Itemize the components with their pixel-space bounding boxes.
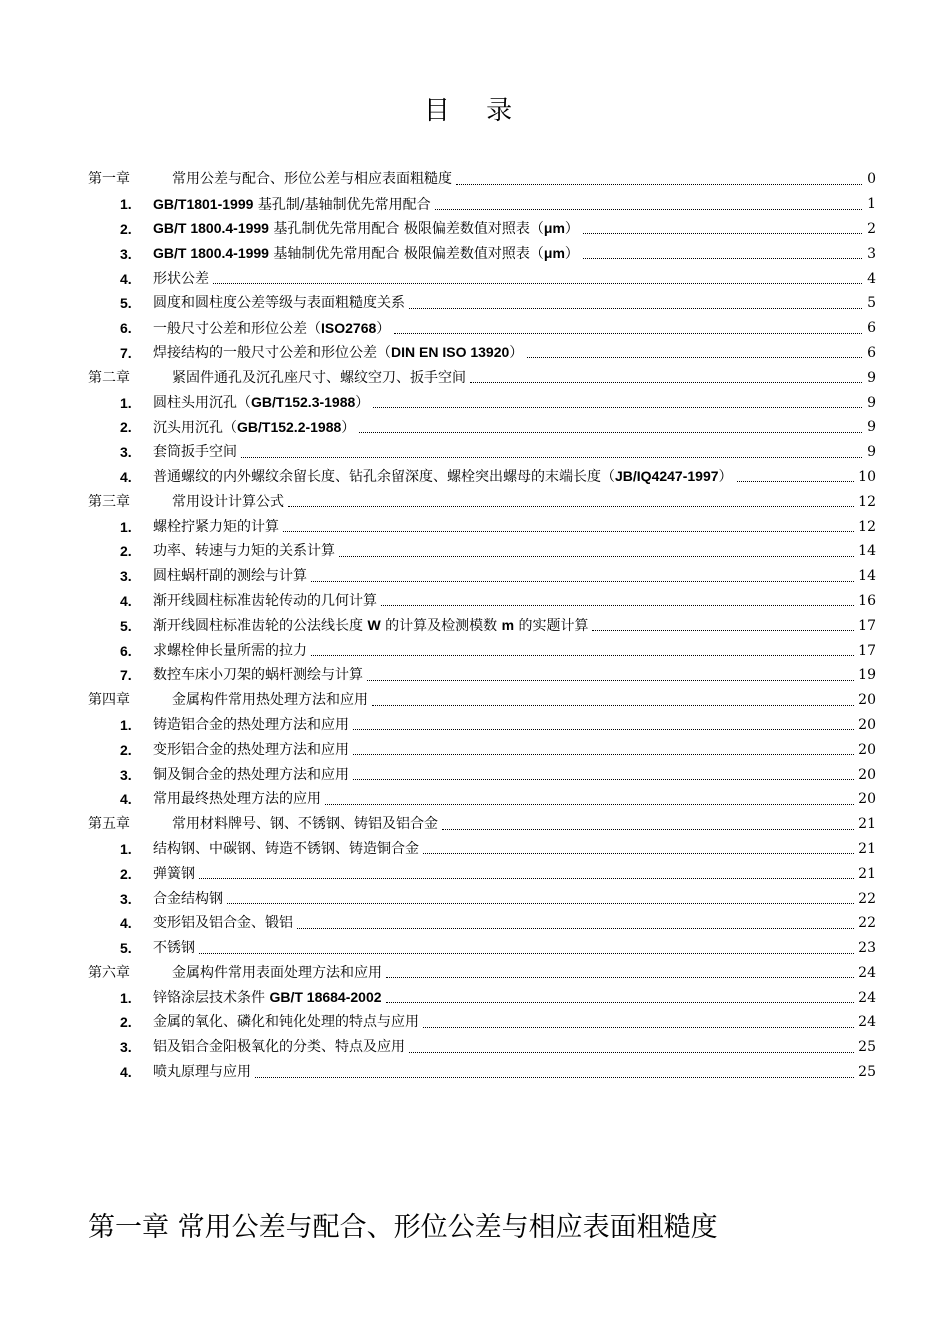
item-number: 4. [120,270,132,287]
chapter-label: 第二章 [88,369,130,386]
dot-leader [255,1077,854,1078]
page-number: 21 [858,840,876,857]
dot-leader [442,829,854,830]
entry-title [153,1037,405,1057]
dot-leader [283,531,854,532]
entry-title-part: 渐开线圆柱标准齿轮传动的几何计算 [153,592,377,609]
toc-item-entry[interactable] [88,390,876,415]
entry-title-part: 的实题计算 [514,618,589,635]
entry-title-part: JB/IQ4247-1997 [615,468,719,485]
entry-title-part: 渐开线圆柱标准齿轮的公法线长度 [153,618,368,635]
item-number: 6. [120,320,132,337]
dot-leader [227,903,854,904]
page-number: 21 [858,816,876,833]
item-number: 2. [120,1014,132,1031]
entry-title-part: 铸造铝合金的热处理方法和应用 [153,716,349,733]
toc-item-entry[interactable] [88,539,876,564]
chapter-label: 第三章 [88,493,130,510]
entry-title-part: 求螺栓伸长量所需的拉力 [153,642,307,659]
entry-title [153,987,382,1008]
entry-title [153,864,195,884]
entry-title-part: ） [718,469,733,486]
item-number: 3. [120,444,132,461]
toc-item-entry[interactable] [88,217,876,242]
page-number: 24 [858,989,876,1006]
dot-leader [372,705,854,706]
entry-title [153,517,279,537]
entry-title [172,690,368,710]
chapter-heading: 第一章 常用公差与配合、形位公差与相应表面粗糙度 [88,1212,718,1243]
toc-chapter-entry[interactable] [88,167,876,192]
entry-title [153,665,363,685]
entry-title [153,342,523,363]
dot-leader [367,680,854,681]
page-number: 6 [867,320,876,337]
item-number: 4. [120,915,132,932]
entry-title [172,963,382,983]
entry-title-part: 弹簧钢 [153,865,195,882]
page-number: 3 [867,245,876,262]
item-number: 3. [120,568,132,585]
entry-title-part: ） [355,395,370,412]
item-number: 2. [120,741,132,758]
entry-title [172,169,452,189]
item-number: 1. [120,518,132,535]
page-number: 0 [867,171,876,188]
chapter-label: 第四章 [88,692,130,709]
entry-title-part: 沉头用沉孔（ [153,419,237,436]
item-number: 2. [120,419,132,436]
dot-leader [583,233,862,234]
page-number: 22 [858,915,876,932]
page-number: 9 [867,394,876,411]
chapter-label: 第五章 [88,816,130,833]
entry-title-part: GB/T1801-1999 [153,195,254,212]
page-number: 25 [858,1039,876,1056]
page-number: 10 [858,468,876,485]
entry-title-part: 铜及铜合金的热处理方法和应用 [153,766,349,783]
item-number: 2. [120,865,132,882]
toc-item-entry[interactable] [88,1035,876,1060]
entry-title [153,740,349,760]
entry-title [153,615,588,636]
dot-leader [527,357,862,358]
entry-title [153,218,579,239]
entry-title-part: 形状公差 [153,270,209,287]
item-number: 4. [120,592,132,609]
toc-chapter-entry[interactable] [88,688,876,713]
entry-title [153,938,195,958]
item-number: 1. [120,840,132,857]
page-number: 14 [858,543,876,560]
toc-item-entry[interactable] [88,1010,876,1035]
item-number: 5. [120,940,132,957]
page-number: 2 [867,220,876,237]
entry-title-part: 不锈钢 [153,940,195,957]
table-of-contents [88,167,876,1084]
toc-chapter-entry[interactable] [88,365,876,390]
entry-title-part: 圆度和圆柱度公差等级与表面粗糙度关系 [153,295,405,312]
page-number: 9 [867,369,876,386]
page-number: 6 [867,344,876,361]
toc-item-entry[interactable] [88,886,876,911]
toc-item-entry[interactable] [88,316,876,341]
entry-title-part: 铝及铝合金阳极氧化的分类、特点及应用 [153,1039,405,1056]
page-number: 1 [867,196,876,213]
page-number: 16 [858,592,876,609]
entry-title-part: ） [509,345,524,362]
item-number: 5. [120,617,132,634]
toc-item-entry[interactable] [88,241,876,266]
dot-leader [353,779,854,780]
entry-title [153,591,377,611]
toc-item-entry[interactable] [88,911,876,936]
dot-leader [241,457,862,458]
entry-title-part: 金属构件常用热处理方法和应用 [172,692,368,709]
toc-item-entry[interactable] [88,936,876,961]
page-number: 20 [858,692,876,709]
item-number: 1. [120,394,132,411]
item-number: 3. [120,890,132,907]
dot-leader [213,283,862,284]
entry-title-part: ISO2768 [321,319,377,336]
page-number: 17 [858,642,876,659]
entry-title-part: μm [543,245,565,262]
toc-title: 目 录 [423,96,527,126]
toc-item-entry[interactable] [88,564,876,589]
toc-item-entry[interactable] [88,1060,876,1085]
dot-leader [288,506,854,507]
entry-title [153,318,390,339]
dot-leader [386,977,854,978]
entry-title-part: GB/T152.2-1988 [237,418,342,435]
entry-title [153,442,237,462]
entry-title [153,194,431,215]
item-number: 4. [120,468,132,485]
toc-item-entry[interactable] [88,787,876,812]
entry-title [153,541,335,561]
dot-leader [359,432,862,433]
toc-item-entry[interactable] [88,192,876,217]
entry-title-part: 变形铝及铝合金、锻铝 [153,915,293,932]
entry-title-part: 常用设计计算公式 [172,493,284,510]
entry-title-part: 圆柱头用沉孔（ [153,395,251,412]
toc-item-entry[interactable] [88,415,876,440]
dot-leader [435,209,862,210]
entry-title-part: DIN EN ISO 13920 [391,344,510,361]
dot-leader [423,853,854,854]
dot-leader [339,556,854,557]
dot-leader [373,407,862,408]
page-number: 9 [867,444,876,461]
entry-title-part: GB/T152.3-1988 [251,394,356,411]
item-number: 7. [120,667,132,684]
toc-chapter-entry[interactable] [88,961,876,986]
page-number: 19 [858,667,876,684]
toc-item-entry[interactable] [88,465,876,490]
item-number: 4. [120,1064,132,1081]
toc-item-entry[interactable] [88,985,876,1010]
entry-title [153,789,321,809]
entry-title [153,715,349,735]
entry-title-part: 螺栓拧紧力矩的计算 [153,518,279,535]
entry-title-part: W [367,617,381,634]
entry-title [153,1012,419,1032]
page-number: 23 [858,940,876,957]
dot-leader [386,1002,855,1003]
entry-title [172,492,284,512]
entry-title-part: 常用公差与配合、形位公差与相应表面粗糙度 [172,171,452,188]
dot-leader [470,382,862,383]
entry-title-part: GB/T 18684-2002 [269,989,382,1006]
entry-title-part: 紧固件通孔及沉孔座尺寸、螺纹空刀、扳手空间 [172,369,466,386]
entry-title [153,293,405,313]
toc-item-entry[interactable] [88,589,876,614]
dot-leader [199,953,854,954]
entry-title-part: 套筒扳手空间 [153,444,237,461]
entry-title-part: 常用最终热处理方法的应用 [153,791,321,808]
entry-title-part: 普通螺纹的内外螺纹余留长度、钻孔余留深度、螺栓突出螺母的末端长度（ [153,469,615,486]
dot-leader [311,581,854,582]
entry-title-part: 金属的氧化、磷化和钝化处理的特点与应用 [153,1014,419,1031]
page-number: 25 [858,1064,876,1081]
entry-title-part: 功率、转速与力矩的关系计算 [153,543,335,560]
page-number: 20 [858,791,876,808]
entry-title-part: 基孔制/基轴制优先常用配合 [253,196,431,213]
dot-leader [325,804,854,805]
item-number: 1. [120,989,132,1006]
item-number: 1. [120,716,132,733]
page-number: 21 [858,865,876,882]
page-number: 4 [867,270,876,287]
entry-title-part: 结构钢、中碳钢、铸造不锈钢、铸造铜合金 [153,840,419,857]
entry-title-part: GB/T 1800.4-1999 [153,220,269,237]
toc-chapter-entry[interactable] [88,489,876,514]
entry-title [153,889,223,909]
entry-title [172,368,466,388]
page-number: 20 [858,741,876,758]
dot-leader [409,1052,854,1053]
dot-leader [583,258,862,259]
entry-title-part: ） [564,221,579,238]
entry-title-part: 数控车床小刀架的蜗杆测绘与计算 [153,667,363,684]
entry-title-part: 合金结构钢 [153,890,223,907]
entry-title-part: ） [376,320,391,337]
entry-title-part: GB/T 1800.4-1999 [153,245,269,262]
entry-title [153,269,209,289]
entry-title-part: 常用材料牌号、钢、不锈钢、铸铝及铝合金 [172,816,438,833]
entry-title-part: 锌铬涂层技术条件 [153,990,270,1007]
item-number: 1. [120,196,132,213]
item-number: 2. [120,543,132,560]
item-number: 6. [120,642,132,659]
entry-title-part: 的计算及检测模数 [380,618,502,635]
entry-title-part: 基轴制优先常用配合 极限偏差数值对照表（ [268,246,544,263]
page-number: 22 [858,890,876,907]
toc-item-entry[interactable] [88,514,876,539]
entry-title [172,814,438,834]
item-number: 3. [120,766,132,783]
entry-title-part: ） [341,419,356,436]
item-number: 2. [120,220,132,237]
entry-title-part: 一般尺寸公差和形位公差（ [153,320,321,337]
page-number: 24 [858,1014,876,1031]
chapter-label: 第六章 [88,964,130,981]
entry-title-part: 喷丸原理与应用 [153,1064,251,1081]
chapter-label: 第一章 [88,171,130,188]
page-number: 17 [858,617,876,634]
entry-title-part: m [501,617,515,634]
entry-title-part: 焊接结构的一般尺寸公差和形位公差（ [153,345,391,362]
page-number: 12 [858,493,876,510]
page-number: 5 [867,295,876,312]
dot-leader [409,308,862,309]
page-number: 14 [858,568,876,585]
entry-title-part: 圆柱蜗杆副的测绘与计算 [153,568,307,585]
toc-item-entry[interactable] [88,613,876,638]
page-number: 9 [867,419,876,436]
dot-leader [353,754,854,755]
entry-title-part: 基孔制优先常用配合 极限偏差数值对照表（ [268,221,544,238]
toc-item-entry[interactable] [88,440,876,465]
toc-item-entry[interactable] [88,737,876,762]
entry-title [153,641,307,661]
toc-item-entry[interactable] [88,837,876,862]
dot-leader [423,1027,854,1028]
page-number: 24 [858,964,876,981]
item-number: 5. [120,295,132,312]
item-number: 3. [120,1039,132,1056]
entry-title [153,392,369,413]
item-number: 7. [120,344,132,361]
entry-title [153,566,307,586]
entry-title-part: μm [543,220,565,237]
entry-title [153,913,293,933]
toc-item-entry[interactable] [88,291,876,316]
page-number: 12 [858,518,876,535]
page-number: 20 [858,716,876,733]
page-number: 20 [858,766,876,783]
entry-title-part: ） [564,246,579,263]
dot-leader [297,928,854,929]
toc-item-entry[interactable] [88,713,876,738]
dot-leader [199,878,854,879]
toc-item-entry[interactable] [88,663,876,688]
toc-item-entry[interactable] [88,266,876,291]
dot-leader [456,184,862,185]
toc-item-entry[interactable] [88,861,876,886]
item-number: 3. [120,245,132,262]
toc-item-entry[interactable] [88,638,876,663]
entry-title [153,466,733,487]
entry-title [153,765,349,785]
dot-leader [381,605,854,606]
dot-leader [592,630,854,631]
entry-title [153,417,355,438]
dot-leader [737,481,855,482]
dot-leader [394,333,862,334]
entry-title [153,839,419,859]
item-number: 4. [120,791,132,808]
entry-title [153,1062,251,1082]
toc-chapter-entry[interactable] [88,812,876,837]
toc-item-entry[interactable] [88,341,876,366]
dot-leader [353,729,854,730]
dot-leader [311,655,854,656]
entry-title [153,243,579,264]
entry-title-part: 金属构件常用表面处理方法和应用 [172,964,382,981]
entry-title-part: 变形铝合金的热处理方法和应用 [153,741,349,758]
toc-item-entry[interactable] [88,762,876,787]
